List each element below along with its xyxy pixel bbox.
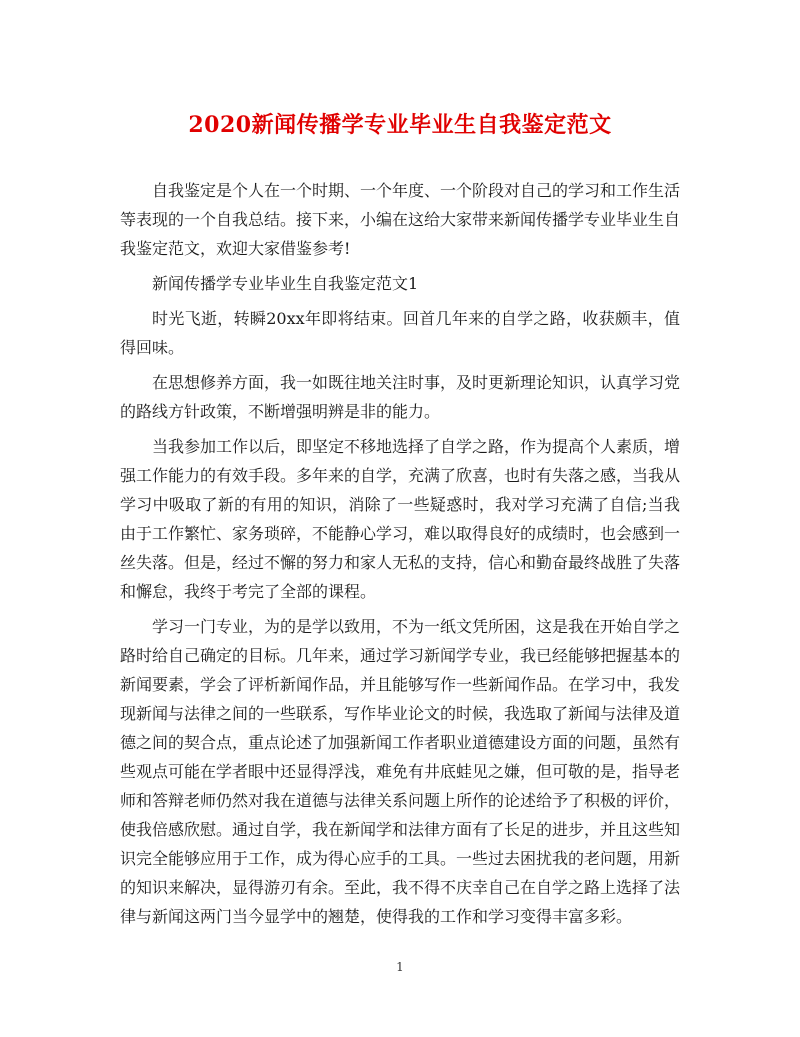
paragraph: 当我参加工作以后，即坚定不移地选择了自学之路，作为提高个人素质，增强工作能力的有效手段。多年来的自学，充满了欣喜，也时有失落之感，当我从学习中吸取了新的有用的知识，消除了一些疑惑时，我对学习充满了自信;当我由于工作繁忙、家务琐碎，不能静心学习，难以取得良好的成绩时，也会感到一丝失落。但是，经过不懈的努力和家人无私的支持，信心和勤奋最终战胜了失落和懈怠，我终于考完了全部的课程。 xyxy=(120,437,681,601)
section-heading: 新闻传播学专业毕业生自我鉴定范文1 xyxy=(152,274,419,293)
paragraph: 在思想修养方面，我一如既往地关注时事，及时更新理论知识，认真学习党的路线方针政策，不断增强明辨是非的能力。 xyxy=(120,373,681,421)
paragraph-intro: 自我鉴定是个人在一个时期、一个年度、一个阶段对自己的学习和工作生活等表现的一个自我总结。接下来，小编在这给大家带来新闻传播学专业毕业生自我鉴定范文，欢迎大家借鉴参考! xyxy=(120,181,681,258)
paragraph: 时光飞逝，转瞬20xx年即将结束。回首几年来的自学之路，收获颇丰，值得回味。 xyxy=(120,309,680,357)
document-title: 2020新闻传播学专业毕业生自我鉴定范文 xyxy=(188,112,612,138)
page-number: 1 xyxy=(396,960,404,974)
document-body xyxy=(120,176,680,937)
paragraph: 学习一门专业，为的是学以致用，不为一纸文凭所困，这是我在开始自学之路时给自己确定的目标。几年来，通过学习新闻学专业，我已经能够把握基本的新闻要素，学会了评析新闻作品，并且能够写作一些新闻作品。在学习中，我发现新闻与法律之间的一些联系，写作毕业论文的时候，我选取了新闻与法律及道德之间的契合点，重点论述了加强新闻工作者职业道德建设方面的问题，虽然有些观点可能在学者眼中还显得浮浅，难免有井底蛙见之嫌，但可敬的是，指导老师和答辩老师仍然对我在道德与法律关系问题上所作的论述给予了积极的评价，使我倍感欣慰。通过自学，我在新闻学和法律方面有了长足的进步，并且这些知识完全能够应用于工作，成为得心应手的工具。一些过去困扰我的老问题，用新的知识来解决，显得游刃有余。至此，我不得不庆幸自己在自学之路上选择了法律与新闻这两门当今显学中的翘楚，使得我的工作和学习变得丰富多彩。 xyxy=(120,617,681,926)
